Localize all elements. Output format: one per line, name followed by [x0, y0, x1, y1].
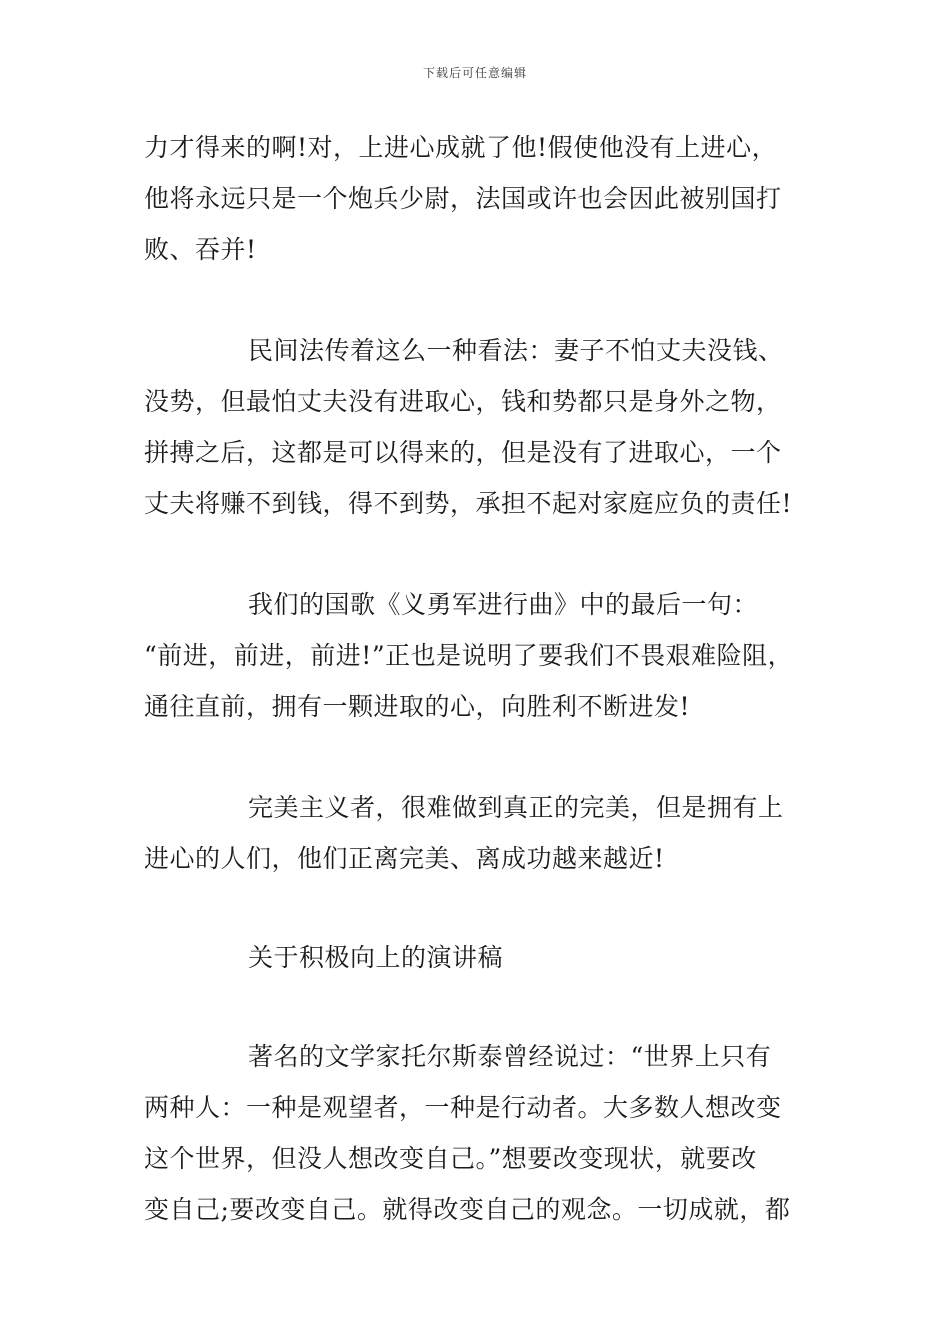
- text-line: 变自己;要改变自己。就得改变自己的观念。一切成就，都: [144, 1195, 791, 1224]
- text-line: 拼搏之后，这都是可以得来的，但是没有了进取心，一个: [144, 438, 782, 467]
- text-line: 进心的人们，他们正离完美、离成功越来越近!: [144, 844, 665, 873]
- paragraph-gap: [144, 983, 814, 1031]
- text-line: 我们的国歌《义勇军进行曲》中的最后一句：: [248, 590, 759, 619]
- text-line: 两种人：一种是观望者，一种是行动者。大多数人想改变: [144, 1093, 782, 1122]
- paragraph-gap: [144, 884, 814, 932]
- heading-line: 关于积极向上的演讲稿: [248, 943, 504, 972]
- text-line: 他将永远只是一个炮兵少尉，法国或许也会因此被别国打: [144, 184, 782, 213]
- paragraph: [144, 122, 814, 275]
- text-line: 败、吞并!: [144, 235, 257, 264]
- paragraph-gap: [144, 529, 814, 579]
- text-line: 没势，但最怕丈夫没有进取心，钱和势都只是身外之物，: [144, 387, 782, 416]
- text-line: 著名的文学家托尔斯泰曾经说过：“世界上只有: [248, 1042, 772, 1071]
- text-line: 这个世界，但没人想改变自己。”想要改变现状，就要改: [144, 1144, 757, 1173]
- paragraph: [144, 1031, 814, 1235]
- paragraph: [144, 325, 814, 529]
- page-header: 下载后可任意编辑: [422, 66, 527, 80]
- text-line: 完美主义者，很难做到真正的完美，但是拥有上: [248, 793, 784, 822]
- paragraph: [144, 579, 814, 732]
- section-heading: [144, 932, 814, 983]
- text-line: 力才得来的啊!对，上进心成就了他!假使他没有上进心，: [144, 133, 778, 162]
- paragraph-gap: [144, 732, 814, 782]
- text-line: 通往直前，拥有一颗进取的心，向胜利不断进发!: [144, 692, 691, 721]
- text-line: 民间法传着这么一种看法：妻子不怕丈夫没钱、: [248, 336, 784, 365]
- text-line: “前进，前进，前进!”正也是说明了要我们不畏艰难险阻，: [144, 641, 794, 670]
- text-line: 丈夫将赚不到钱，得不到势，承担不起对家庭应负的责任!: [144, 489, 793, 518]
- paragraph: [144, 782, 814, 884]
- document-body: [144, 122, 814, 1235]
- paragraph-gap: [144, 275, 814, 325]
